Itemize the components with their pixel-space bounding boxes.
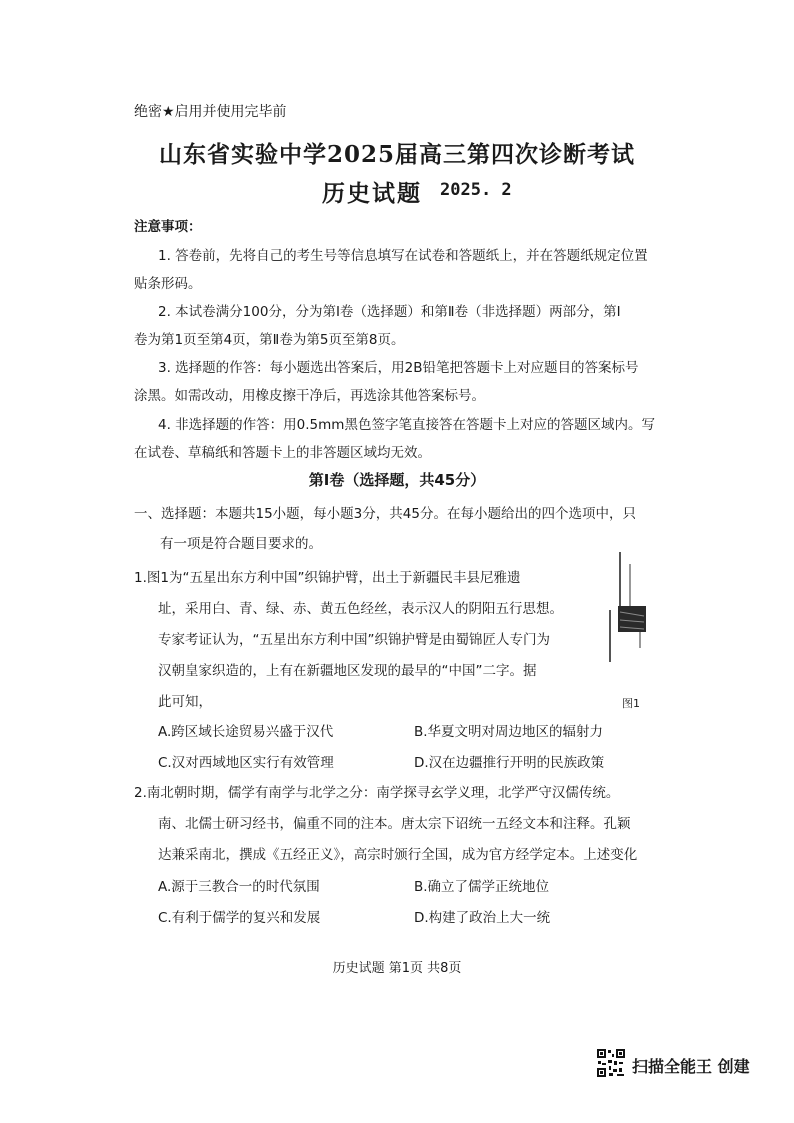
figure-label: 图1 [622,697,640,710]
section-instruction: 一、选择题：本题共15小题，每小题3分，共45分。在每小题给出的四个选项中，只 [134,506,636,522]
question-2-stem: 南、北儒士研习经书，偏重不同的注本。唐太宗下诏统一五经文本和注释。孔颖 [158,816,631,832]
notice-line: 卷为第1页至第4页，第Ⅱ卷为第5页至第8页。 [134,332,405,348]
question-1-option: B.华夏文明对周边地区的辐射力 [414,724,604,740]
question-1-option: C.汉对西域地区实行有效管理 [158,755,334,771]
armguard-figure [600,550,660,680]
section-title: 第Ⅰ卷（选择题，共45分） [308,471,486,489]
question-1-stem: 汉朝皇家织造的，上有在新疆地区发现的最早的“中国”二字。据 [158,663,537,679]
exam-date: 2025. 2 [440,180,512,200]
secret-label: 绝密★启用并使用完毕前 [134,104,287,120]
page-footer: 历史试题 第1页 共8页 [332,961,462,976]
question-2-option: C.有利于儒学的复兴和发展 [158,910,321,926]
notice-line: 4. 非选择题的作答：用0.5mm黑色签字笔直接答在答题卡上对应的答题区域内。写 [158,417,655,433]
notice-line: 在试卷、草稿纸和答题卡上的非答题区域均无效。 [134,445,431,461]
notice-line: 贴条形码。 [134,276,202,292]
notice-line: 2. 本试卷满分100分，分为第Ⅰ卷（选择题）和第Ⅱ卷（非选择题）两部分，第Ⅰ [158,304,621,320]
notice-heading: 注意事项： [134,219,202,235]
question-2-stem: 2.南北朝时期，儒学有南学与北学之分：南学探寻玄学义理，北学严守汉儒传统。 [134,785,620,801]
question-1-stem: 1.图1为“五星出东方利中国”织锦护臂，出土于新疆民丰县尼雅遗 [134,570,521,586]
notice-line: 1. 答卷前，先将自己的考生号等信息填写在试卷和答题纸上，并在答题纸规定位置 [158,248,648,264]
question-2-stem: 达兼采南北，撰成《五经正义》，高宗时颁行全国，成为官方经学定本。上述变化 [158,847,638,863]
exam-title: 山东省实验中学2025届高三第四次诊断考试 [158,141,635,168]
notice-line: 3. 选择题的作答：每小题选出答案后，用2B铅笔把答题卡上对应题目的答案标号 [158,360,639,376]
qr-code-icon [596,1048,626,1078]
question-1-stem: 址，采用白、青、绿、赤、黄五色经丝，表示汉人的阴阳五行思想。 [158,601,563,617]
notice-line: 涂黑。如需改动，用橡皮擦干净后，再选涂其他答案标号。 [134,388,485,404]
section-instruction: 有一项是符合题目要求的。 [160,536,322,552]
question-1-option: D.汉在边疆推行开明的民族政策 [414,755,605,771]
question-2-option: B.确立了儒学正统地位 [414,879,550,895]
subject-title: 历史试题 [322,180,422,207]
scanner-watermark: 扫描全能王 创建 [632,1057,750,1076]
question-2-option: A.源于三教合一的时代氛围 [158,879,320,895]
question-1-stem: 此可知， [158,694,212,710]
question-1-option: A.跨区域长途贸易兴盛于汉代 [158,724,334,740]
question-1-stem: 专家考证认为，“五星出东方利中国”织锦护臂是由蜀锦匠人专门为 [158,632,550,648]
question-2-option: D.构建了政治上大一统 [414,910,551,926]
